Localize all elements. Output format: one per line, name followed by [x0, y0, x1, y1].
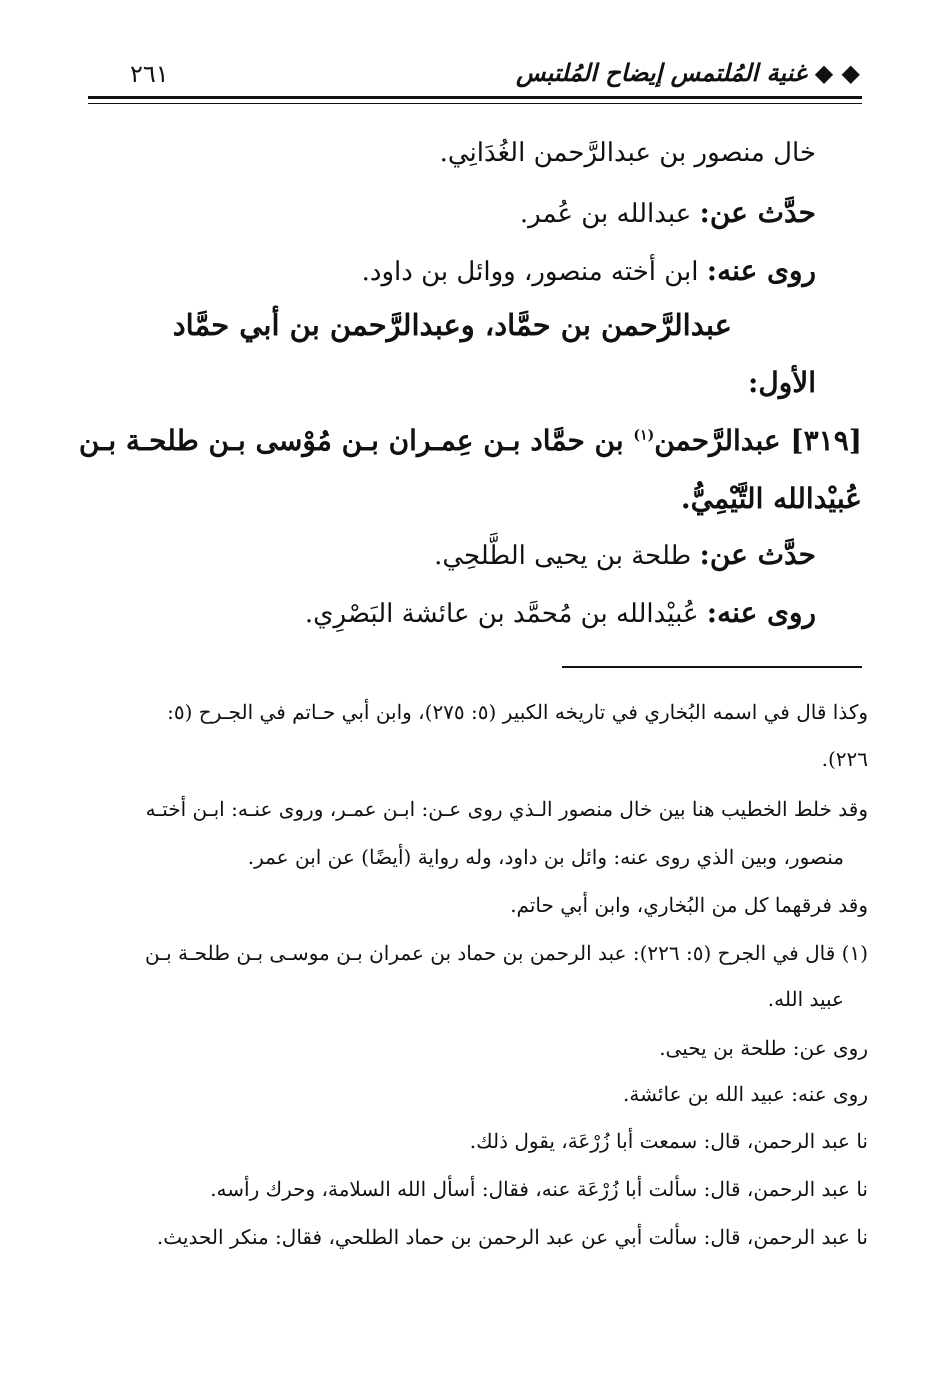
label-haddatha-an-2: حدَّث عن: [699, 538, 816, 571]
page-number: ٢٦١ [130, 60, 169, 88]
header-rule-thick [88, 96, 862, 99]
footnote-line-9: روى عنه: عبيد الله بن عائشة. [623, 1082, 868, 1106]
footnote-line-8: روى عن: طلحة بن يحيى. [659, 1036, 868, 1060]
running-title: ◆ ◆ غنية المُلتمس إيضاح المُلتبس [516, 58, 860, 87]
footnote-line-12: نا عبد الرحمن، قال: سألت أبي عن عبد الرحمن بن حماد الطلحي، فقال: منكر الحديث. [156, 1225, 868, 1249]
footnote-line-10: نا عبد الرحمن، قال: سمعت أبا زُرْعَة، يقول ذلك. [469, 1129, 868, 1153]
body-line-2 [520, 196, 816, 229]
text-rawa-anhu-2: عُبيْدالله بن مُحمَّد بن عائشة البَصْرِي. [304, 599, 699, 629]
footnote-line-1: وكذا قال في اسمه البُخاري في تاريخه الكبير (٥: ٢٧٥)، وابن أبي حـاتم في الجـرح (٥: [167, 700, 868, 724]
text-haddatha-an-2: طلحة بن يحيى الطَّلحِي. [434, 541, 692, 571]
footnote-line-6: (١) قال في الجرح (٥: ٢٢٦): عبد الرحمن بن حماد بن عمران بـن موسـى بـن طلحـة بـن [145, 941, 868, 965]
body-line-5 [305, 596, 816, 629]
section-heading: عبدالرَّحمن بن حمَّاد، وعبدالرَّحمن بن أبي حمَّاد [172, 308, 732, 342]
page-header [90, 58, 860, 92]
footnote-line-5: وقد فرقهما كل من البُخاري، وابن أبي حاتم. [510, 893, 868, 917]
entry-line-1 [79, 424, 862, 457]
footnote-line-11: نا عبد الرحمن، قال: سألت أبا زُرْعَة عنه، فقال: أسأل الله السلامة، وحرك رأسه. [210, 1177, 868, 1201]
body-line-4 [434, 538, 816, 571]
entry-number-name: [٣١٩] عبدالرَّحمن [654, 424, 862, 457]
footnote-marker: (١) [633, 427, 655, 444]
label-rawa-anhu-2: روى عنه: [706, 596, 816, 629]
entry-line-2: عُبيْدالله التَّيْمِيُّ. [680, 482, 862, 515]
footnote-line-7: عبيد الله. [767, 987, 844, 1011]
subheading-first: الأول: [748, 366, 816, 399]
body-line-1: خال منصور بن عبدالرَّحمن الغُدَانِي. [439, 138, 816, 168]
text-haddatha-an: عبدالله بن عُمر. [519, 199, 692, 229]
footnote-line-2: ٢٢٦). [821, 747, 868, 771]
footnote-separator [562, 666, 862, 668]
footnote-line-4: منصور، وبين الذي روى عنه: وائل بن داود، وله رواية (أيضًا) عن ابن عمر. [247, 845, 844, 869]
entry-lineage: بن حمَّاد بـن عِمـران بـن مُوْسى بـن طلحـة بـن [78, 424, 624, 457]
body-line-3 [362, 254, 816, 287]
footnote-line-3: وقد خلط الخطيب هنا بين خال منصور الـذي روى عـن: ابـن عمـر، وروى عنـه: ابـن أختـه [145, 797, 868, 821]
text-rawa-anhu: ابن أخته منصور، ووائل بن داود. [361, 257, 699, 287]
label-haddatha-an: حدَّث عن: [699, 196, 816, 229]
label-rawa-anhu: روى عنه: [706, 254, 816, 287]
header-rule-thin [88, 103, 862, 104]
